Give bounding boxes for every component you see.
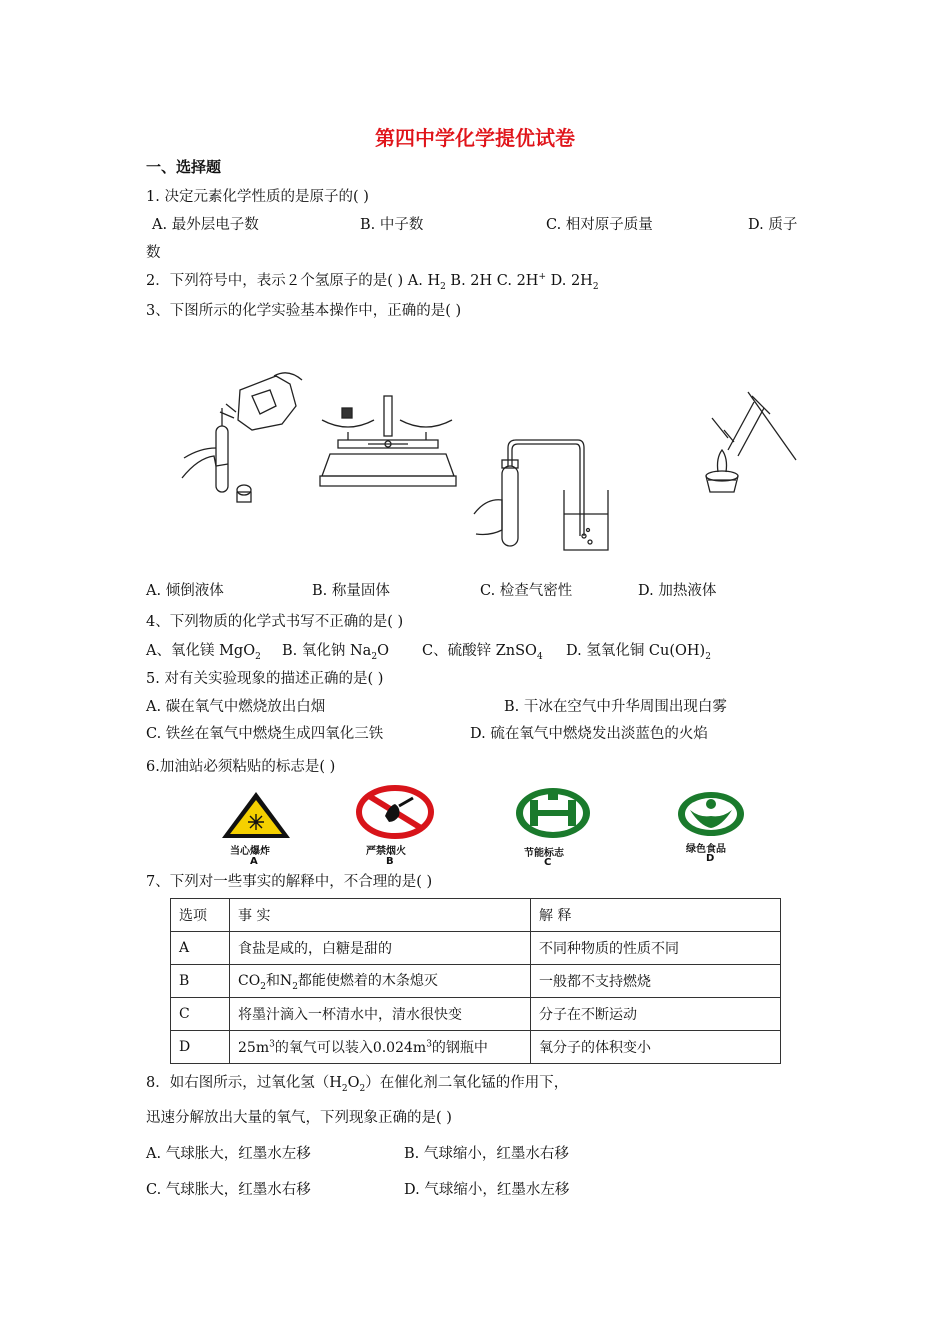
table-row (171, 1031, 781, 1064)
airtight-check-figure (472, 436, 610, 554)
question-8-stem-line2: 迅速分解放出大量的氧气，下列现象正确的是( ) (146, 1110, 452, 1126)
row-fact: 将墨汁滴入一杯清水中，清水很快变 (230, 998, 531, 1031)
row-option: C (171, 998, 230, 1031)
row-option: D (171, 1031, 230, 1064)
heat-liquid-figure (688, 388, 800, 498)
header-fact: 事 实 (230, 899, 531, 932)
q4-option-c: C、硫酸锌 ZnSO$_4$ (422, 643, 543, 662)
q3-option-a: A. 倾倒液体 (146, 583, 224, 599)
facts-table (170, 898, 781, 1064)
table-header-row (171, 899, 781, 932)
row-explanation: 不同种物质的性质不同 (531, 932, 781, 965)
table-row (171, 965, 781, 998)
sign-a-letter: A (250, 856, 258, 867)
q8-option-c: C. 气球胀大，红墨水右移 (146, 1182, 311, 1198)
row-fact: $25m^3$的氧气可以装入$0.024m^3$的钢瓶中 (230, 1031, 531, 1064)
sign-c-letter: C (544, 857, 552, 868)
section-heading: 一、选择题 (146, 158, 222, 176)
balance-figure (318, 392, 458, 490)
q3-option-c: C. 检查气密性 (480, 583, 573, 599)
question-7-stem: 7、下列对一些事实的解释中，不合理的是( ) (146, 874, 433, 890)
q5-option-d: D. 硫在氧气中燃烧发出淡蓝色的火焰 (470, 726, 708, 742)
explosion-warning-sign (220, 790, 292, 840)
question-2: 2．下列符号中，表示２个氢原子的是( ) A. $H_2$ B. 2H C. 2H+ D. $2H_2$ (146, 272, 599, 292)
green-food-sign (676, 790, 746, 838)
row-option: B (171, 965, 230, 998)
energy-saving-sign (514, 786, 592, 840)
q1-option-c: C. 相对原子质量 (546, 217, 653, 233)
q1-option-b: B. 中子数 (360, 217, 424, 233)
question-1-stem: 1. 决定元素化学性质的是原子的( ) (146, 189, 369, 205)
q5-option-b: B. 干冰在空气中升华周围出现白雾 (504, 699, 727, 715)
table-row (171, 932, 781, 965)
row-fact: 食盐是咸的，白糖是甜的 (230, 932, 531, 965)
q1-option-a: A. 最外层电子数 (152, 217, 259, 233)
question-4-stem: 4、下列物质的化学式书写不正确的是( ) (146, 614, 404, 630)
row-explanation: 氧分子的体积变小 (531, 1031, 781, 1064)
pour-liquid-figure (178, 368, 303, 508)
question-3-stem: 3、下图所示的化学实验基本操作中，正确的是( ) (146, 303, 462, 319)
sign-c-label: 节能标志 (524, 848, 564, 859)
question-8-stem: 8．如右图所示，过氧化氢$(H_2O_2)$在催化剂二氧化锰的作用下， (146, 1075, 569, 1094)
sign-a-label: 当心爆炸 (230, 846, 270, 857)
row-option: A (171, 932, 230, 965)
question-6-stem: 6.加油站必须粘贴的标志是( ) (146, 759, 336, 775)
no-fire-sign (355, 786, 435, 838)
q8-option-d: D. 气球缩小，红墨水左移 (404, 1182, 570, 1198)
sign-d-letter: D (706, 853, 715, 864)
sign-d-label: 绿色食品 (686, 844, 726, 855)
q4-option-d: D. 氢氧化铜 $Cu(OH)_2$ (566, 643, 711, 662)
q3-option-b: B. 称量固体 (312, 583, 390, 599)
q8-option-a: A. 气球胀大，红墨水左移 (146, 1146, 311, 1162)
row-explanation: 分子在不断运动 (531, 998, 781, 1031)
table-row (171, 998, 781, 1031)
q1-option-d: D. 质子 (748, 217, 798, 233)
header-option: 选项 (171, 899, 230, 932)
sign-b-label: 严禁烟火 (366, 846, 406, 857)
header-explanation: 解 释 (531, 899, 781, 932)
q4-option-b: B. 氧化钠 $Na_2O$ (282, 643, 389, 662)
question-5-stem: 5. 对有关实验现象的描述正确的是( ) (146, 671, 384, 687)
q1-option-d-wrap: 数 (146, 245, 161, 261)
q4-option-a: A、氧化镁 MgO$_2$ (146, 643, 261, 662)
q5-option-a: A. 碳在氧气中燃烧放出白烟 (146, 699, 326, 715)
row-explanation: 一般都不支持燃烧 (531, 965, 781, 998)
q8-option-b: B. 气球缩小，红墨水右移 (404, 1146, 569, 1162)
row-fact: $CO_2$和$N_2$都能使燃着的木条熄灭 (230, 965, 531, 998)
q5-option-c: C. 铁丝在氧气中燃烧生成四氧化三铁 (146, 726, 384, 742)
q3-option-d: D. 加热液体 (638, 583, 717, 599)
page-title: 第四中学化学提优试卷 (375, 126, 575, 150)
sign-b-letter: B (386, 856, 394, 867)
